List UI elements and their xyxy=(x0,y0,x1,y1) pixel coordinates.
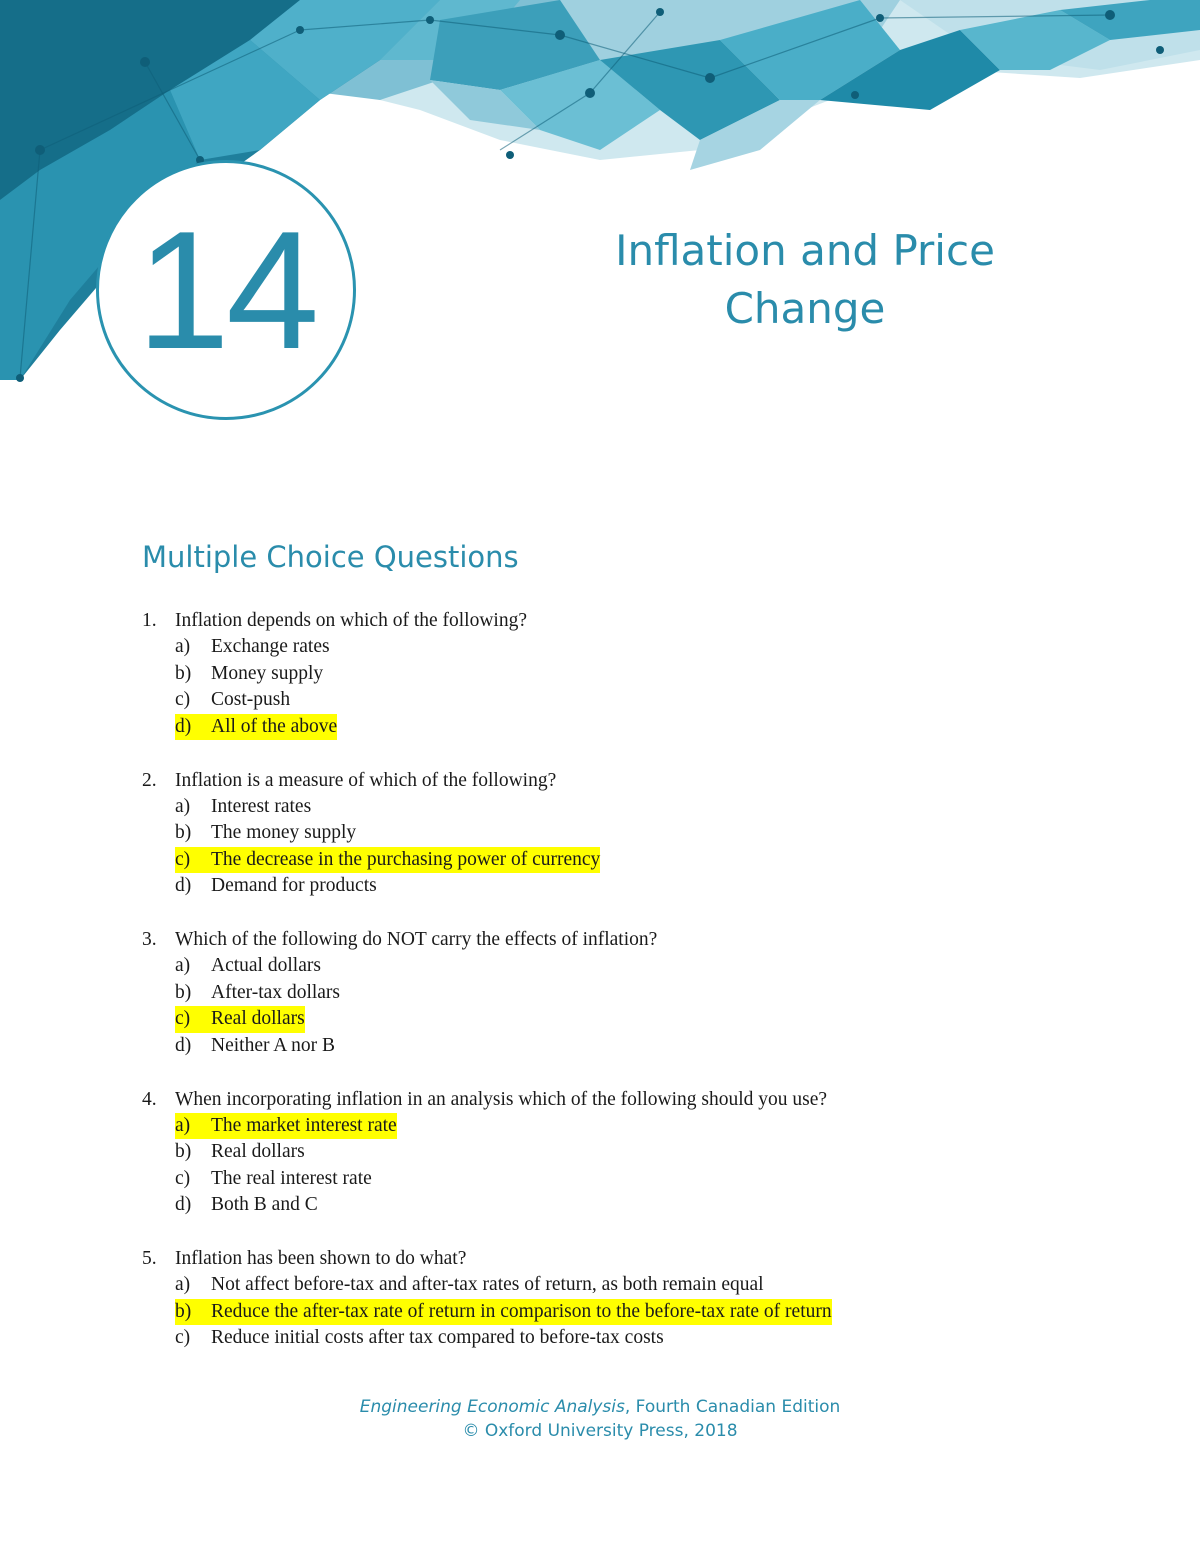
footer-book-title: Engineering Economic Analysis xyxy=(359,1397,625,1417)
answer-option-correct xyxy=(175,1006,1142,1033)
option-letter: d) xyxy=(175,1194,192,1215)
answer-options xyxy=(142,1113,1142,1219)
option-text: The money supply xyxy=(211,822,357,843)
answer-highlight xyxy=(175,1299,832,1326)
option-text: The decrease in the purchasing power of currency xyxy=(211,848,601,870)
answer-option xyxy=(175,820,1142,847)
answer-content xyxy=(175,794,311,821)
answer-highlight xyxy=(175,1006,305,1033)
answer-option-correct xyxy=(175,847,1142,874)
answer-options xyxy=(142,794,1142,900)
question-item xyxy=(142,926,1142,1059)
answer-option xyxy=(175,953,1142,980)
option-text: Real dollars xyxy=(211,1008,305,1029)
option-letter: d) xyxy=(175,715,192,737)
chapter-number: 14 xyxy=(136,196,316,384)
option-letter: a) xyxy=(175,636,191,657)
option-text: Both B and C xyxy=(211,1194,318,1215)
option-text: Not affect before-tax and after-tax rates of return, as both remain equal xyxy=(211,1274,764,1295)
answer-content xyxy=(175,1139,305,1166)
option-letter: a) xyxy=(175,1274,191,1295)
answer-option xyxy=(175,1166,1142,1193)
answer-content xyxy=(175,1272,764,1299)
page-footer xyxy=(0,1395,1200,1443)
option-letter: c) xyxy=(175,1327,191,1348)
answer-content xyxy=(175,820,356,847)
answer-option-correct xyxy=(175,1299,1142,1326)
question-line xyxy=(142,1245,1142,1272)
option-letter: b) xyxy=(175,1300,192,1322)
option-letter: a) xyxy=(175,1114,191,1136)
option-text: All of the above xyxy=(211,715,338,737)
option-letter: d) xyxy=(175,1034,192,1056)
answer-options xyxy=(142,1272,1142,1352)
answer-content xyxy=(175,980,340,1007)
option-text: Interest rates xyxy=(211,795,312,817)
question-number: 3. xyxy=(142,929,157,950)
question-number: 2. xyxy=(142,769,157,791)
option-letter: b) xyxy=(175,981,192,1003)
question-line xyxy=(142,926,1142,953)
question-number: 1. xyxy=(142,610,157,631)
question-item xyxy=(142,607,1142,740)
option-text: Reduce the after-tax rate of return in comparison to the before-tax rate of return xyxy=(211,1300,832,1322)
chapter-title-line-1: Inflation and Price xyxy=(615,226,995,275)
question-item xyxy=(142,1245,1142,1352)
footer-copyright: © Oxford University Press, 2018 xyxy=(462,1421,738,1441)
option-text: Real dollars xyxy=(211,1141,305,1162)
chapter-title-line-2: Change xyxy=(724,284,886,333)
question-number: 5. xyxy=(142,1248,157,1269)
option-text: Neither A nor B xyxy=(211,1034,336,1056)
answer-content xyxy=(175,1325,664,1352)
question-item xyxy=(142,1086,1142,1219)
answer-option xyxy=(175,980,1142,1007)
option-letter: d) xyxy=(175,875,192,896)
answer-option xyxy=(175,634,1142,661)
option-text: Exchange rates xyxy=(211,636,330,657)
option-letter: b) xyxy=(175,1141,192,1162)
answer-content xyxy=(175,1033,335,1060)
answer-content xyxy=(175,953,321,980)
question-text: Which of the following do NOT carry the effects of inflation? xyxy=(175,929,658,950)
question-text: Inflation has been shown to do what? xyxy=(175,1248,467,1269)
question-text: When incorporating inflation in an analysis which of the following should you use? xyxy=(175,1088,828,1110)
answer-options xyxy=(142,953,1142,1059)
option-text: After-tax dollars xyxy=(211,981,341,1003)
option-text: The market interest rate xyxy=(211,1114,397,1136)
question-line xyxy=(142,607,1142,634)
option-letter: a) xyxy=(175,955,191,976)
answer-options xyxy=(142,634,1142,740)
answer-highlight xyxy=(175,714,337,741)
question-item xyxy=(142,767,1142,900)
answer-content xyxy=(175,1166,372,1193)
answer-option xyxy=(175,1139,1142,1166)
option-letter: b) xyxy=(175,662,192,684)
answer-option xyxy=(175,873,1142,900)
option-text: Actual dollars xyxy=(211,955,321,976)
option-text: Demand for products xyxy=(211,875,377,896)
answer-option xyxy=(175,1192,1142,1219)
answer-content xyxy=(175,873,377,900)
answer-content xyxy=(175,634,330,661)
option-letter: a) xyxy=(175,795,191,817)
option-letter: c) xyxy=(175,1008,191,1029)
answer-content xyxy=(175,661,323,688)
question-number: 4. xyxy=(142,1088,157,1110)
option-text: The real interest rate xyxy=(211,1167,372,1189)
answer-content xyxy=(175,687,290,714)
answer-option xyxy=(175,1272,1142,1299)
answer-option-correct xyxy=(175,1113,1142,1140)
question-line xyxy=(142,767,1142,794)
answer-highlight xyxy=(175,1113,397,1140)
option-letter: b) xyxy=(175,822,192,843)
question-text: Inflation is a measure of which of the following? xyxy=(175,769,557,791)
answer-option xyxy=(175,1033,1142,1060)
option-text: Cost-push xyxy=(211,689,291,710)
option-text: Reduce initial costs after tax compared to before-tax costs xyxy=(211,1327,664,1348)
option-text: Money supply xyxy=(211,662,324,684)
answer-content xyxy=(175,1192,318,1219)
option-letter: c) xyxy=(175,848,191,870)
answer-highlight xyxy=(175,847,600,874)
question-line xyxy=(142,1086,1142,1113)
answer-option xyxy=(175,1325,1142,1352)
footer-edition: , Fourth Canadian Edition xyxy=(624,1397,841,1417)
question-list xyxy=(142,607,1142,1378)
chapter-title xyxy=(560,222,1050,338)
option-letter: c) xyxy=(175,1167,191,1189)
answer-option xyxy=(175,661,1142,688)
question-text: Inflation depends on which of the following? xyxy=(175,610,527,631)
option-letter: c) xyxy=(175,689,191,710)
footer-book-line xyxy=(0,1395,1200,1419)
answer-option xyxy=(175,687,1142,714)
answer-option xyxy=(175,794,1142,821)
section-heading: Multiple Choice Questions xyxy=(142,540,519,574)
answer-option-correct xyxy=(175,714,1142,741)
